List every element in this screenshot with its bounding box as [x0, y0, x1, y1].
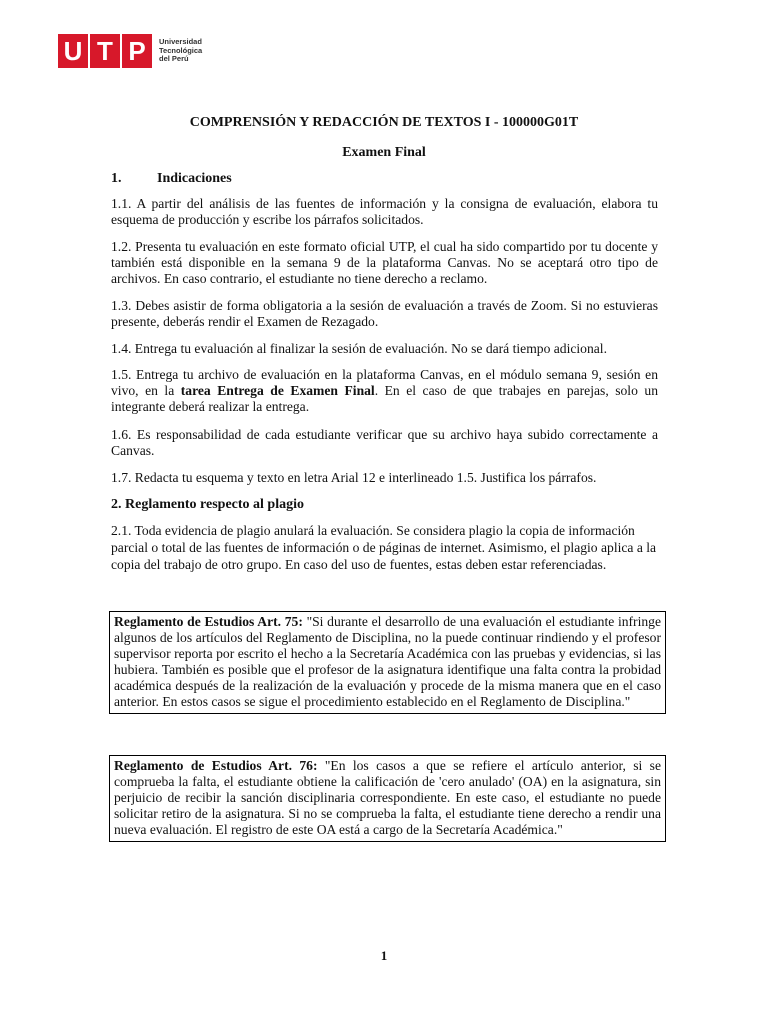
paragraph-1-5-task: tarea Entrega de Examen Final — [180, 383, 375, 398]
logo-letter-u: U — [58, 34, 88, 68]
logo-text — [159, 38, 202, 64]
page-number: 1 — [380, 948, 388, 963]
article-76-label: Reglamento de Estudios Art. 76: — [114, 758, 318, 773]
section-1-heading — [111, 171, 232, 187]
paragraph-1-5-start: 1.5. Entrega tu archivo de evaluación en la plataforma Canvas, en el módulo semana 9, sesión en vivo, en la — [111, 367, 658, 398]
utp-logo — [58, 34, 202, 68]
article-76-box — [109, 755, 666, 842]
logo-line-2: Tecnológica — [159, 45, 203, 55]
logo-line-1: Universidad — [159, 37, 202, 47]
article-75-text: "Si durante el desarrollo de una evaluación el estudiante infringe algunos de los artículos del Reglamento de Disciplina, no la puede continuar rindiendo y el profesor supervisor reporta por escrito el hecho a la Secretaría Académica con las pruebas y evidencias, si las hubiera. También es posible que el profesor de la asignatura identifique una falta contra la probidad académica después de la realización de la evaluación y procede de la misma manera que en el caso anterior. En estos casos se sigue el procedimiento establecido en el Reglamento de Disciplina." — [114, 614, 661, 709]
article-75-box — [109, 611, 666, 714]
section-1-title: Indicaciones — [157, 171, 232, 186]
logo-letter-t: T — [90, 34, 120, 68]
logo-letter-p: P — [122, 34, 152, 68]
section-1-number: 1. — [111, 171, 122, 186]
article-76-text: "En los casos a que se refiere el artículo anterior, si se comprueba la falta, el estudiante obtiene la calificación de 'cero anulado' (OA) en la asignatura, sin perjuicio de recibir la sanción disciplinaria correspondiente. En este caso, el estudiante no puede solicitar retiro de la asignatura. Si no se comprueba la falta, el estudiante tiene derecho a rendir una nueva evaluación. El registro de este OA está a cargo de la Secretaría Académica." — [114, 758, 661, 837]
logo-line-3: del Perú — [159, 54, 189, 64]
paragraph-1-3: 1.3. Debes asistir de forma obligatoria a la sesión de evaluación a través de Zoom. Si no estuvieras presente, deberás rendir el Examen de Rezagado. — [111, 298, 658, 329]
paragraph-1-4: 1.4. Entrega tu evaluación al finalizar la sesión de evaluación. No se dará tiempo adicional. — [111, 341, 607, 356]
document-title: COMPRENSIÓN Y REDACCIÓN DE TEXTOS I - 100000G01T — [189, 115, 579, 130]
paragraph-1-1: 1.1. A partir del análisis de las fuentes de información y la consigna de evaluación, elabora tu esquema de producción y escribe los párrafos solicitados. — [111, 196, 658, 227]
section-2-heading: 2. Reglamento respecto al plagio — [111, 497, 304, 512]
document-subtitle: Examen Final — [342, 145, 426, 160]
paragraph-1-6: 1.6. Es responsabilidad de cada estudiante verificar que su archivo haya subido correctamente a Canvas. — [111, 427, 658, 458]
paragraph-1-2: 1.2. Presenta tu evaluación en este formato oficial UTP, el cual ha sido compartido por tu docente y también está disponible en la semana 9 de la plataforma Canvas. No se aceptará otro tipo de archivos. En caso contrario, el estudiante no tiene derecho a reclamo. — [111, 239, 658, 286]
paragraph-1-7: 1.7. Redacta tu esquema y texto en letra Arial 12 e interlineado 1.5. Justifica los párrafos. — [111, 470, 597, 485]
paragraph-2-1: 2.1. Toda evidencia de plagio anulará la evaluación. Se considera plagio la copia de información parcial o total de las fuentes de información o de páginas de internet. Asimismo, el plagio aplica a la copia del trabajo de otro grupo. En caso del uso de fuentes, estas deben estar referenciadas. — [111, 523, 657, 572]
article-75-label: Reglamento de Estudios Art. 75: — [114, 614, 303, 629]
paragraph-1-5-end: . En el caso de que trabajes en parejas, solo un integrante deberá realizar la entrega. — [111, 383, 658, 414]
paragraph-1-5 — [111, 367, 658, 415]
